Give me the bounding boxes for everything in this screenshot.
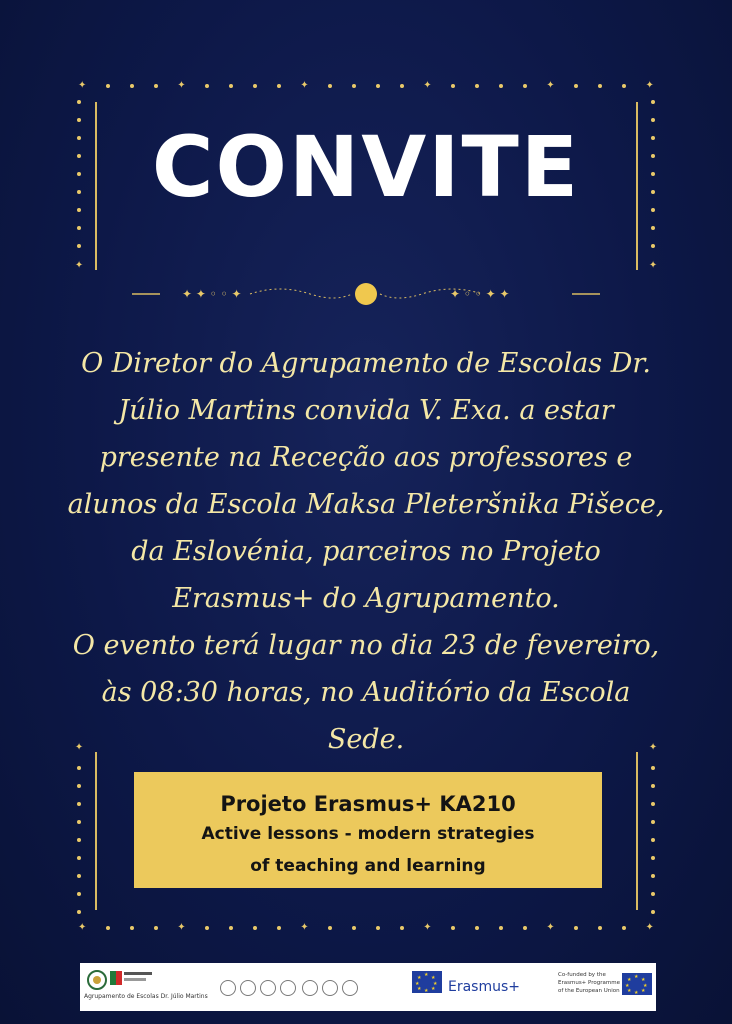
dot [574, 926, 578, 930]
sparkle-icon: ✦ [648, 742, 658, 753]
sparkle-icon: ✦ [423, 922, 432, 933]
dot [651, 838, 655, 842]
ornamental-divider [130, 280, 602, 308]
bottom-frame-left-line [95, 752, 97, 910]
dot [523, 926, 527, 930]
dot [598, 926, 602, 930]
sparkle-icon: ✦ [423, 80, 432, 91]
partner-logo-icon [260, 980, 276, 996]
sparkle-icon: ✦ [645, 922, 654, 933]
sparkle-icon: ✦ [78, 80, 87, 91]
cofunded-label: Co-funded by the Erasmus+ Programme of the European Union [558, 972, 620, 994]
dot [352, 926, 356, 930]
dot [651, 856, 655, 860]
sparkle-icon: ✦ [546, 80, 555, 91]
dot [77, 226, 81, 230]
republica-portuguesa-logo-icon [110, 969, 154, 989]
school-name: Agrupamento de Escolas Dr. Júlio Martins [84, 993, 208, 1000]
partner-logo-icon [322, 980, 338, 996]
sparkle-icon: ✦ [300, 922, 309, 933]
dot [106, 926, 110, 930]
dot [77, 856, 81, 860]
project-subtitle-line2: of teaching and learning [250, 856, 486, 876]
eu-flag-icon: ★ ★ ★ ★ ★ ★ ★ ★ [412, 971, 442, 993]
school-logo-icon [86, 969, 108, 991]
sparkle-icon: ✦ [645, 80, 654, 91]
project-subtitle-line1: Active lessons - modern strategies [201, 824, 535, 844]
dot [499, 84, 503, 88]
dot [376, 926, 380, 930]
project-box [134, 772, 602, 888]
sparkle-icon: ✦ [78, 922, 87, 933]
dot [277, 926, 281, 930]
footer-logos-bar [80, 963, 656, 1011]
dot [651, 100, 655, 104]
dot [651, 226, 655, 230]
sparkle-icon: ✦ [546, 922, 555, 933]
project-title: Projeto Erasmus+ KA210 [220, 792, 516, 816]
dot [77, 910, 81, 914]
dot [77, 766, 81, 770]
sparkle-icon: ✦ [177, 922, 186, 933]
dot [328, 926, 332, 930]
dot [451, 926, 455, 930]
dot [622, 926, 626, 930]
dot [475, 84, 479, 88]
top-frame-dots-top [78, 82, 654, 90]
invitation-title: CONVITE [151, 118, 581, 216]
dot [130, 926, 134, 930]
dot [77, 874, 81, 878]
dot [154, 926, 158, 930]
dot [475, 926, 479, 930]
dot [400, 84, 404, 88]
dot [229, 926, 233, 930]
svg-text:✦ ◦ ◦ ✦ ✦: ✦ ◦ ◦ ✦ ✦ [450, 287, 510, 301]
erasmus-plus-label: Erasmus+ [448, 979, 521, 995]
dot [651, 802, 655, 806]
dot [499, 926, 503, 930]
dot [651, 820, 655, 824]
sparkle-icon: ✦ [300, 80, 309, 91]
dot [77, 802, 81, 806]
partner-logo-icon [220, 980, 236, 996]
sparkle-icon: ✦ [177, 80, 186, 91]
eu-flag-icon: ★ ★ ★ ★ ★ ★ ★ ★ [622, 973, 652, 995]
dot [77, 820, 81, 824]
dot [400, 926, 404, 930]
dot [253, 926, 257, 930]
svg-text:✦ ✦ ◦ ◦ ✦: ✦ ✦ ◦ ◦ ✦ [182, 287, 242, 301]
partner-logo-icon [342, 980, 358, 996]
dot [77, 244, 81, 248]
dot [651, 784, 655, 788]
dot [77, 838, 81, 842]
partner-logo-icon [280, 980, 296, 996]
dot [77, 100, 81, 104]
bottom-frame-right-line [636, 752, 638, 910]
dot [622, 84, 626, 88]
dot [574, 84, 578, 88]
dot [130, 84, 134, 88]
partner-logo-icon [302, 980, 318, 996]
dot [154, 84, 158, 88]
invitation-body [60, 340, 672, 763]
sparkle-icon: ✦ [74, 260, 84, 271]
dot [277, 84, 281, 88]
dot [205, 84, 209, 88]
dot [77, 892, 81, 896]
dot [651, 874, 655, 878]
dot [229, 84, 233, 88]
dot [651, 244, 655, 248]
dot [352, 84, 356, 88]
dot [523, 84, 527, 88]
bottom-frame-dots-left [75, 744, 83, 914]
bottom-frame-dots-bottom [78, 924, 654, 932]
sparkle-icon: ✦ [648, 260, 658, 271]
dot [598, 84, 602, 88]
dot [77, 784, 81, 788]
partner-logo-icon [240, 980, 256, 996]
invitation-paragraph: O Diretor do Agrupamento de Escolas Dr. Júlio Martins convida V. Exa. a estar presente na Receção aos professores e alunos da Escola Maksa Pleteršnika Pišece, da Eslovénia, parceiros no Projeto Erasmus+ do Agrupamento. [67, 348, 665, 614]
bottom-frame-dots-right [649, 744, 657, 914]
sparkle-icon: ✦ [74, 742, 84, 753]
event-details-paragraph: O evento terá lugar no dia 23 de fevereiro, às 08:30 horas, no Auditório da Escola Sede. [72, 630, 660, 755]
dot [451, 84, 455, 88]
dot [328, 84, 332, 88]
dot [205, 926, 209, 930]
dot [651, 910, 655, 914]
dot [376, 84, 380, 88]
dot [651, 766, 655, 770]
dot [651, 892, 655, 896]
dot [106, 84, 110, 88]
dot [253, 84, 257, 88]
